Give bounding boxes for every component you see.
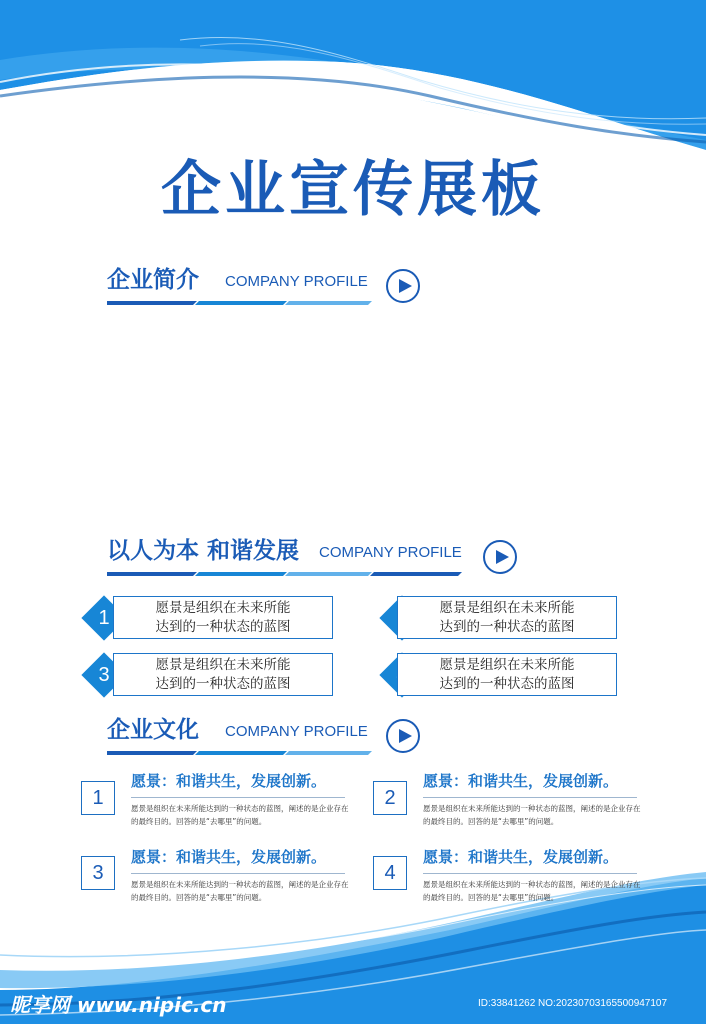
vision-card bbox=[397, 653, 617, 696]
divider bbox=[423, 873, 637, 874]
vision-card bbox=[113, 653, 333, 696]
culture-body: 愿景是组织在未来所能达到的一种状态的蓝图，阐述的是企业存在的最终目的。回答的是“去哪里”的问题。 bbox=[131, 880, 349, 902]
culture-title: 愿景：和谐共生，发展创新。 bbox=[131, 772, 327, 790]
section-header-company-intro bbox=[107, 264, 427, 314]
culture-title: 愿景：和谐共生，发展创新。 bbox=[131, 848, 327, 866]
watermark: 昵享网 www.nipic.cn bbox=[10, 993, 227, 1017]
play-icon[interactable] bbox=[386, 719, 420, 753]
vision-card bbox=[113, 596, 333, 639]
culture-title: 愿景：和谐共生，发展创新。 bbox=[423, 772, 619, 790]
item-number-box: 2 bbox=[373, 781, 407, 815]
culture-body: 愿景是组织在未来所能达到的一种状态的蓝图，阐述的是企业存在的最终目的。回答的是“去哪里”的问题。 bbox=[131, 804, 349, 826]
item-number-box: 4 bbox=[373, 856, 407, 890]
culture-title: 愿景：和谐共生，发展创新。 bbox=[423, 848, 619, 866]
section-underline bbox=[107, 301, 377, 305]
item-number-box: 1 bbox=[81, 781, 115, 815]
section-underline bbox=[107, 572, 467, 576]
culture-body: 愿景是组织在未来所能达到的一种状态的蓝图，阐述的是企业存在的最终目的。回答的是“去哪里”的问题。 bbox=[423, 804, 641, 826]
section-subtitle: COMPANY PROFILE bbox=[319, 544, 462, 561]
item-number: 3 bbox=[98, 664, 110, 686]
section-title: 企业文化 bbox=[107, 717, 199, 743]
section-underline bbox=[107, 751, 377, 755]
section-title: 以人为本 和谐发展 bbox=[107, 538, 300, 564]
play-icon[interactable] bbox=[386, 269, 420, 303]
vision-text: 愿景是组织在未来所能 达到的一种状态的蓝图 bbox=[439, 600, 575, 635]
vision-card bbox=[397, 596, 617, 639]
item-number: 1 bbox=[98, 607, 110, 629]
culture-body: 愿景是组织在未来所能达到的一种状态的蓝图，阐述的是企业存在的最终目的。回答的是“去哪里”的问题。 bbox=[423, 880, 641, 902]
section-title: 企业简介 bbox=[107, 267, 199, 293]
vision-text: 愿景是组织在未来所能 达到的一种状态的蓝图 bbox=[155, 600, 291, 635]
divider bbox=[131, 797, 345, 798]
item-number-box: 3 bbox=[81, 856, 115, 890]
section-subtitle: COMPANY PROFILE bbox=[225, 273, 368, 290]
section-header-people-oriented bbox=[107, 535, 487, 585]
divider bbox=[131, 873, 345, 874]
page-title: 企业宣传展板 bbox=[161, 155, 545, 225]
section-subtitle: COMPANY PROFILE bbox=[225, 723, 368, 740]
section-header-corporate-culture bbox=[107, 714, 427, 764]
vision-text: 愿景是组织在未来所能 达到的一种状态的蓝图 bbox=[439, 657, 575, 692]
vision-text: 愿景是组织在未来所能 达到的一种状态的蓝图 bbox=[155, 657, 291, 692]
play-icon[interactable] bbox=[483, 540, 517, 574]
image-id-text: ID:33841262 NO:20230703165500947107 bbox=[478, 998, 668, 1009]
divider bbox=[423, 797, 637, 798]
